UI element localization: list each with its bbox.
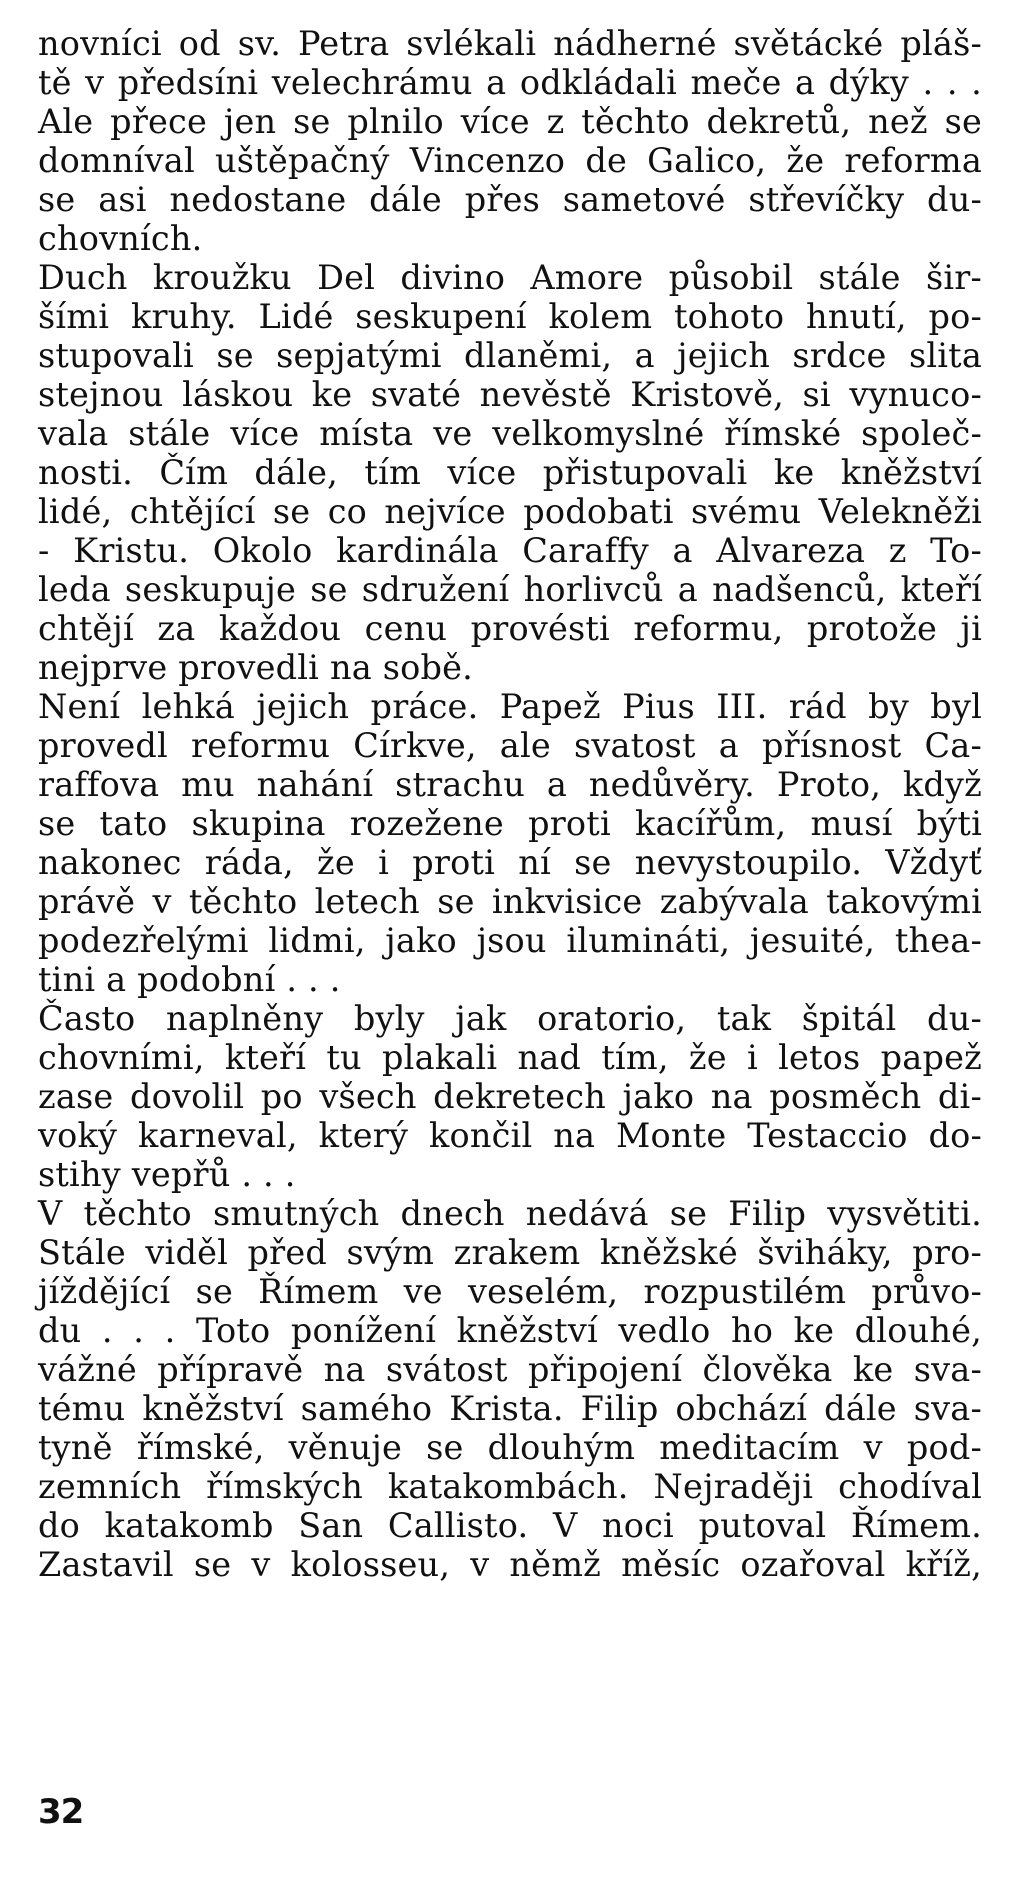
text-line: nosti. Čím dále, tím více přistupovali ke kněžství <box>38 453 982 492</box>
text-line: právě v těchto letech se inkvisice zabývala takovými <box>38 882 982 921</box>
text-line: voký karneval, který končil na Monte Testaccio do- <box>38 1116 982 1155</box>
text-line: stihy vepřů . . . <box>38 1155 296 1194</box>
text-line: nejprve provedli na sobě. <box>38 648 474 687</box>
text-line: domníval uštěpačný Vincenzo de Galico, že reforma <box>38 141 982 180</box>
text-line: provedl reformu Církve, ale svatost a přísnost Ca- <box>38 726 982 765</box>
text-line: - Kristu. Okolo kardinála Caraffy a Alvareza z To- <box>38 531 982 570</box>
text-line: du . . . Toto ponížení kněžství vedlo ho ke dlouhé, <box>38 1311 982 1350</box>
text-line: chtějí za každou cenu provésti reformu, protože ji <box>38 609 982 648</box>
text-line: chovními, kteří tu plakali nad tím, že i letos papež <box>38 1038 982 1077</box>
text-line: tému kněžství samého Krista. Filip obchází dále sva- <box>38 1389 982 1428</box>
text-line: Duch kroužku Del divino Amore působil stále šir- <box>38 258 982 297</box>
text-line: lidé, chtějící se co nejvíce podobati svému Velekněži <box>38 492 982 531</box>
text-line: podezřelými lidmi, jako jsou ilumináti, jesuité, thea- <box>38 921 982 960</box>
text-line: Ale přece jen se plnilo více z těchto dekretů, než se <box>38 102 982 141</box>
text-line: tyně římské, věnuje se dlouhým meditacím v pod- <box>38 1428 982 1467</box>
text-line: do katakomb San Callisto. V noci putoval Římem. <box>38 1506 982 1545</box>
text-line: raffova mu nahání strachu a nedůvěry. Proto, když <box>38 765 982 804</box>
text-line: tini a podobní . . . <box>38 960 341 999</box>
text-line: chovních. <box>38 219 203 258</box>
text-line: stupovali se sepjatými dlaněmi, a jejich srdce slita <box>38 336 982 375</box>
text-line: nakonec ráda, že i proti ní se nevystoupilo. Vždyť <box>38 843 982 882</box>
text-line: Zastavil se v kolosseu, v němž měsíc ozařoval kříž, <box>38 1545 982 1584</box>
text-line: jíždějící se Římem ve veselém, rozpustilém průvo- <box>38 1272 982 1311</box>
page-number: 32 <box>38 1792 84 1832</box>
text-line: zase dovolil po všech dekretech jako na posměch di- <box>38 1077 982 1116</box>
text-line: leda seskupuje se sdružení horlivců a nadšenců, kteří <box>38 570 982 609</box>
text-line: stejnou láskou ke svaté nevěstě Kristově, si vynuco- <box>38 375 982 414</box>
text-line: Stále viděl před svým zrakem kněžské šviháky, pro- <box>38 1233 982 1272</box>
text-line: novníci od sv. Petra svlékali nádherné světácké pláš- <box>38 24 982 63</box>
text-line: se asi nedostane dále přes sametové střevíčky du- <box>38 180 982 219</box>
book-page <box>38 0 982 1903</box>
text-line: zemních římských katakombách. Nejraději chodíval <box>38 1467 982 1506</box>
body-text <box>38 24 982 1584</box>
text-line: vážné přípravě na svátost připojení člověka ke sva- <box>38 1350 982 1389</box>
text-line: tě v předsíni velechrámu a odkládali meče a dýky . . . <box>38 63 982 102</box>
text-line: se tato skupina rozežene proti kacířům, musí býti <box>38 804 982 843</box>
text-line: Často naplněny byly jak oratorio, tak špitál du- <box>38 999 982 1038</box>
text-line: šími kruhy. Lidé seskupení kolem tohoto hnutí, po- <box>38 297 982 336</box>
text-line: Není lehká jejich práce. Papež Pius III. rád by byl <box>38 687 982 726</box>
text-line: V těchto smutných dnech nedává se Filip vysvětiti. <box>38 1194 982 1233</box>
text-line: vala stále více místa ve velkomyslné římské společ- <box>38 414 982 453</box>
